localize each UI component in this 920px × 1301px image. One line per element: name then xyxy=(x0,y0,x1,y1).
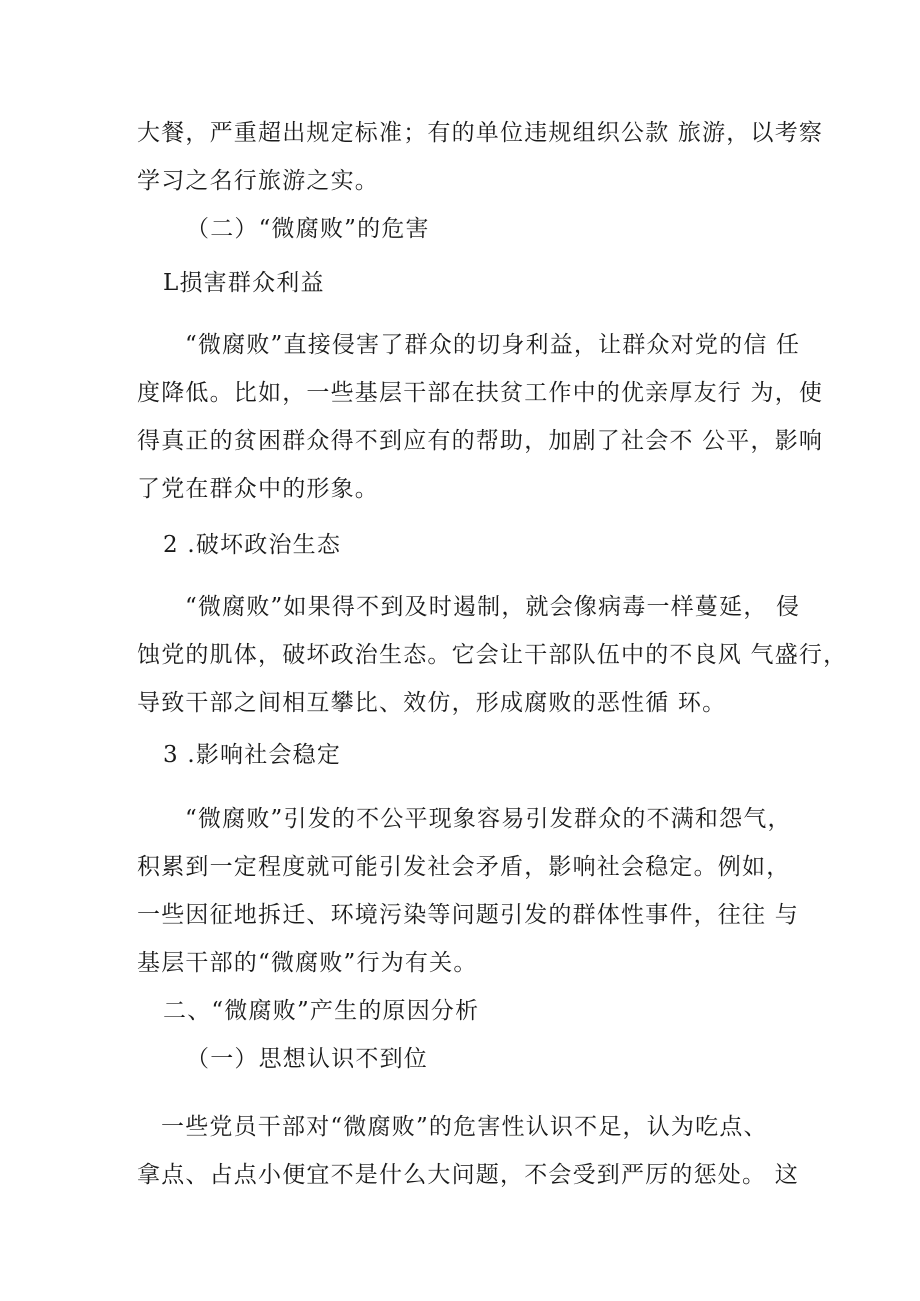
subsection-heading: 2 .破坏政治生态 xyxy=(163,532,342,558)
paragraph-line: 一些因征地拆迁、环境污染等问题引发的群体性事件，往往 与 xyxy=(137,902,799,928)
subsection-heading: 3 .影响社会稳定 xyxy=(163,742,342,768)
subsection-heading: L损害群众利益 xyxy=(163,270,325,296)
paragraph-line: 了党在群众中的形象。 xyxy=(137,476,379,502)
paragraph-line: 积累到一定程度就可能引发社会矛盾，影响社会稳定。例如， xyxy=(137,854,791,880)
paragraph-line: 蚀党的肌体，破坏政治生态。它会让干部队伍中的不良风 气盛行， xyxy=(137,642,848,668)
paragraph-line: “微腐败”直接侵害了群众的切身利益，让群众对党的信 任 xyxy=(185,332,801,358)
paragraph-line: 导致干部之间相互攀比、效仿，形成腐败的恶性循 环。 xyxy=(137,690,727,716)
paragraph-line: 拿点、占点小便宜不是什么大问题，不会受到严厉的惩处。 这 xyxy=(137,1162,799,1188)
paragraph-line: 大餐，严重超出规定标准；有的单位违规组织公款 旅游，以考察 xyxy=(137,120,824,146)
paragraph-line: “微腐败”引发的不公平现象容易引发群众的不满和怨气， xyxy=(185,806,792,832)
paragraph-line: 度降低。比如，一些基层干部在扶贫工作中的优亲厚友行 为，使 xyxy=(137,380,824,406)
section-heading: （一）思想认识不到位 xyxy=(186,1046,428,1072)
paragraph-line: “微腐败”如果得不到及时遏制，就会像病毒一样蔓延， 侵 xyxy=(185,594,801,620)
paragraph-line: 一些党员干部对“微腐败”的危害性认识不足，认为吃点、 xyxy=(161,1114,768,1140)
paragraph-line: 得真正的贫困群众得不到应有的帮助，加剧了社会不 公平，影响 xyxy=(137,428,824,454)
paragraph-line: 基层干部的“微腐败”行为有关。 xyxy=(137,950,478,976)
section-heading: （二）“微腐败”的危害 xyxy=(186,216,430,242)
paragraph-line: 学习之名行旅游之实。 xyxy=(137,168,379,194)
chapter-heading: 二、“微腐败”产生的原因分析 xyxy=(163,998,480,1024)
